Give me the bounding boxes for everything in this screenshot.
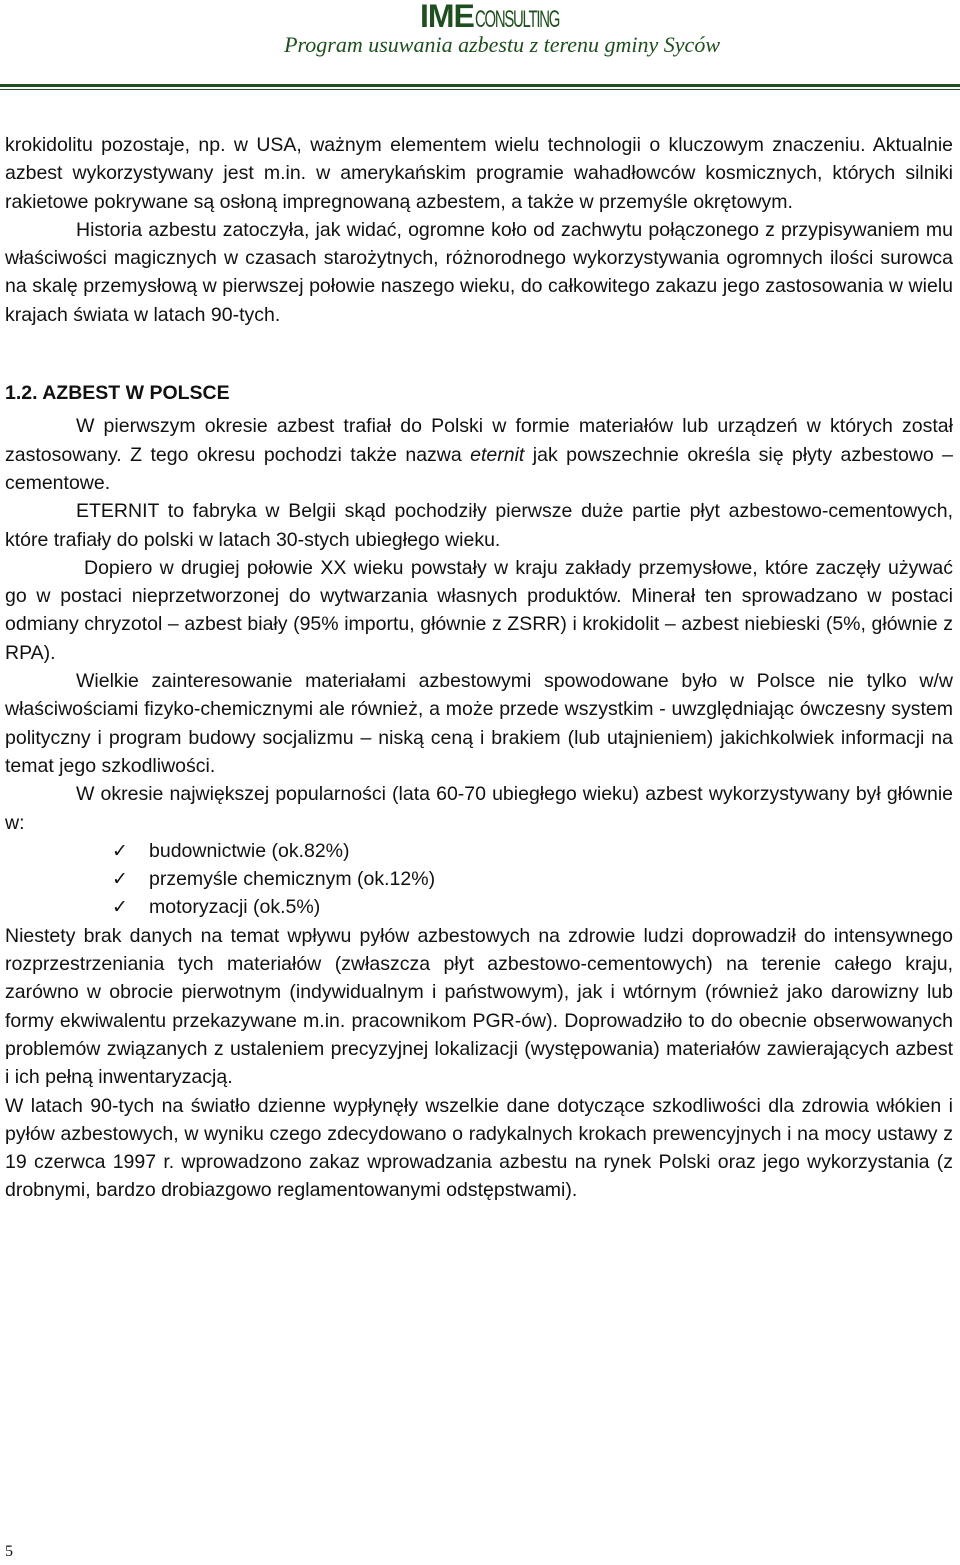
paragraph-8: Niestety brak danych na temat wpływu pyłów azbestowych na zdrowie ludzi doprowadził do intensywnego rozprzestrzeniania tych materiałów (zwłaszcza płyt azbestowo-cementowych) na terenie całego kraju, zarówno w obrocie pierwotnym (indywidualnym i państwowym), jak i wtórnym (również jako darowizny lub formy ekwiwalentu przekazywane m.in. pracownikom PGR-ów). Doprowadziło to do obecnie obserwowanych problemów związanych z ustaleniem precyzyjnej lokalizacji (występowania) materiałów zawierających azbest i ich pełną inwentaryzacją. [5, 924, 953, 1089]
paragraph-1: krokidolitu pozostaje, np. w USA, ważnym elementem wielu technologii o kluczowym znaczeniu. Aktualnie azbest wykorzystywany jest m.in. w amerykańskim programie wahadłowców kosmicznych, których silniki rakietowe pokrywane są osłoną impregnowaną azbestem, a także w przemyśle okrętowym. [5, 134, 953, 213]
section-heading: 1.2. AZBEST W POLSCE [5, 382, 230, 405]
paragraph-4: ETERNIT to fabryka w Belgii skąd pochodziły pierwsze duże partie płyt azbestowo-cementowych, które trafiały do polski w latach 30-stych ubiegłego wieku. [5, 500, 953, 551]
header-divider-thin [0, 89, 960, 90]
logo-ime-text: IME [420, 0, 474, 34]
list-item [112, 837, 953, 865]
header-divider [0, 84, 960, 87]
paragraph-5: Dopiero w drugiej połowie XX wieku powstały w kraju zakłady przemysłowe, które zaczęły używać go w postaci nieprzetworzonej do wytwarzania własnych produktów. Minerał ten sprowadzano w postaci odmiany chryzotol – azbest biały (95% importu, głównie z ZSRR) i krokidolit – azbest niebieski (5%, głównie z RPA). [5, 556, 953, 664]
program-title: Program usuwania azbestu z terenu gminy Syców [284, 32, 720, 57]
paragraph-6: Wielkie zainteresowanie materiałami azbestowymi spowodowane było w Polsce nie tylko w/w właściwościami fizyko-chemicznymi ale również, a może przede wszystkim - uwzględniając ówczesny system polityczny i program budowy socjalizmu – niską ceną i brakiem (lub utajnieniem) jakichkolwiek informacji na temat jego szkodliwości. [5, 670, 953, 777]
page-header [0, 0, 960, 96]
paragraph-9: W latach 90-tych na światło dzienne wypłynęły wszelkie dane dotyczące szkodliwości dla zdrowia włókien i pyłów azbestowych, w wyniku czego zdecydowano o radykalnych krokach prewencyjnych i na mocy ustawy z 19 czerwca 1997 r. wprowadzono zakaz wprowadzania azbestu na rynek Polski oraz jego wykorzystania (z drobnymi, bardzo drobiazgowo reglamentowanymi odstępstwami). [5, 1094, 953, 1202]
paragraph-2: Historia azbestu zatoczyła, jak widać, ogromne koło od zachwytu połączonego z przypisywaniem mu właściwości magicznych w czasach starożytnych, różnorodnego wykorzystywania ogromnych ilości surowca na skalę przemysłową w pierwszej połowie naszego wieku, do całkowitego zakazu jego zastosowania w wielu krajach świata w latach 90-tych. [5, 218, 953, 326]
checkmark-icon: ✓ [112, 839, 128, 862]
list-item-label: przemyśle chemicznym (ok.12%) [149, 868, 436, 891]
paragraph-3-part1: W pierwszym okresie azbest trafiał do Polski w formie materiałów lub urządzeń w których został zastosowany. Z tego okresu pochodzi także nazwa [5, 415, 953, 466]
paragraph-3-italic-term: eternit [470, 443, 525, 466]
checkmark-icon: ✓ [112, 868, 128, 891]
document-body [5, 131, 953, 1205]
checkmark-icon: ✓ [112, 896, 128, 919]
list-item-label: motoryzacji (ok.5%) [149, 896, 321, 919]
paragraph-3 [5, 412, 953, 497]
paragraph-3-part2: jak powszechnie określa się płyty azbestowo – cementowe. [5, 443, 953, 494]
list-item [112, 893, 953, 921]
list-item [112, 865, 953, 893]
logo-consulting-text: CONSULTING [474, 6, 559, 33]
usage-checklist [5, 837, 953, 922]
paragraph-7: W okresie największej popularności (lata 60-70 ubiegłego wieku) azbest wykorzystywany był głównie w: [5, 783, 953, 834]
company-logo [420, 0, 610, 32]
page-number: 5 [5, 1543, 13, 1560]
list-item-label: budownictwie (ok.82%) [149, 839, 350, 862]
